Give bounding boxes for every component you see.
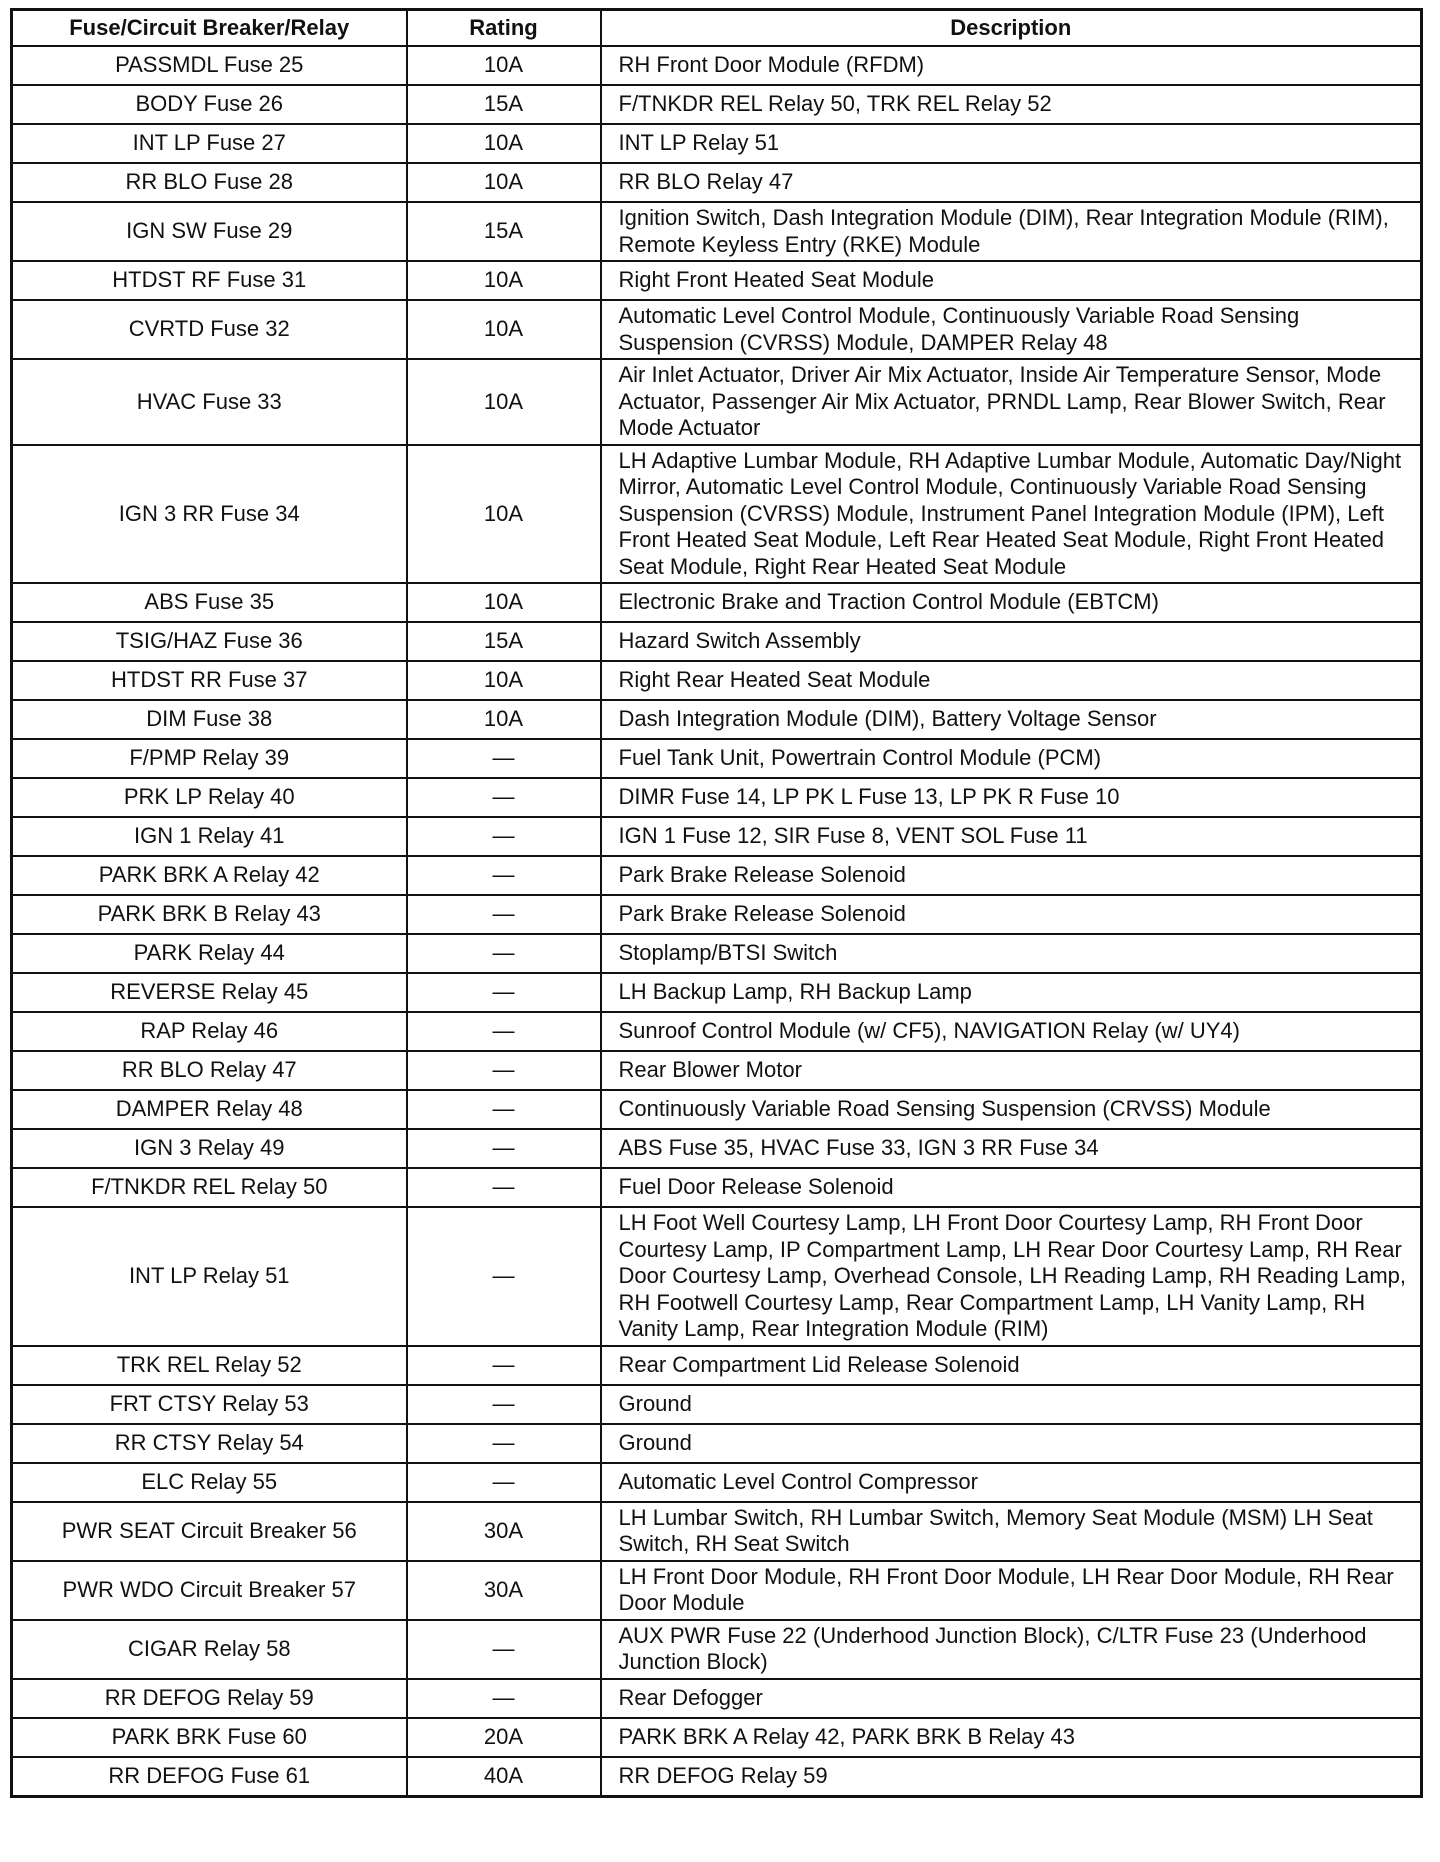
cell-description: DIMR Fuse 14, LP PK L Fuse 13, LP PK R Fuse 10 bbox=[601, 778, 1422, 817]
header-fuse-circuit-breaker-relay: Fuse/Circuit Breaker/Relay bbox=[12, 10, 407, 47]
cell-fuse-circuit-breaker-relay: RR DEFOG Fuse 61 bbox=[12, 1757, 407, 1797]
table-row bbox=[12, 934, 1422, 973]
cell-description: LH Front Door Module, RH Front Door Module, LH Rear Door Module, RH Rear Door Module bbox=[601, 1561, 1422, 1620]
cell-rating: 30A bbox=[407, 1502, 601, 1561]
cell-description: Hazard Switch Assembly bbox=[601, 622, 1422, 661]
cell-fuse-circuit-breaker-relay: IGN 3 Relay 49 bbox=[12, 1129, 407, 1168]
header-description: Description bbox=[601, 10, 1422, 47]
cell-fuse-circuit-breaker-relay: RR CTSY Relay 54 bbox=[12, 1424, 407, 1463]
cell-description: Electronic Brake and Traction Control Module (EBTCM) bbox=[601, 583, 1422, 622]
table-row bbox=[12, 1502, 1422, 1561]
cell-rating: 10A bbox=[407, 300, 601, 359]
cell-description: LH Lumbar Switch, RH Lumbar Switch, Memory Seat Module (MSM) LH Seat Switch, RH Seat Switch bbox=[601, 1502, 1422, 1561]
cell-fuse-circuit-breaker-relay: RR BLO Relay 47 bbox=[12, 1051, 407, 1090]
table-row bbox=[12, 1718, 1422, 1757]
cell-fuse-circuit-breaker-relay: DAMPER Relay 48 bbox=[12, 1090, 407, 1129]
table-body bbox=[12, 46, 1422, 1796]
cell-rating: — bbox=[407, 895, 601, 934]
table-row bbox=[12, 583, 1422, 622]
cell-fuse-circuit-breaker-relay: REVERSE Relay 45 bbox=[12, 973, 407, 1012]
cell-fuse-circuit-breaker-relay: RAP Relay 46 bbox=[12, 1012, 407, 1051]
table-header-row bbox=[12, 10, 1422, 47]
cell-description: Rear Compartment Lid Release Solenoid bbox=[601, 1346, 1422, 1385]
table-row bbox=[12, 661, 1422, 700]
table-row bbox=[12, 1463, 1422, 1502]
cell-description: Sunroof Control Module (w/ CF5), NAVIGATION Relay (w/ UY4) bbox=[601, 1012, 1422, 1051]
cell-description: Air Inlet Actuator, Driver Air Mix Actuator, Inside Air Temperature Sensor, Mode Actuator, Passenger Air Mix Actuator, PRNDL Lamp, Rear Blower Switch, Rear Mode Actuator bbox=[601, 359, 1422, 445]
cell-rating: — bbox=[407, 739, 601, 778]
cell-description: LH Backup Lamp, RH Backup Lamp bbox=[601, 973, 1422, 1012]
table-row bbox=[12, 1679, 1422, 1718]
table-row bbox=[12, 1129, 1422, 1168]
table-row bbox=[12, 1385, 1422, 1424]
table-row bbox=[12, 124, 1422, 163]
cell-description: Fuel Door Release Solenoid bbox=[601, 1168, 1422, 1207]
table-row bbox=[12, 1620, 1422, 1679]
cell-rating: — bbox=[407, 1346, 601, 1385]
table-row bbox=[12, 895, 1422, 934]
table-row bbox=[12, 1346, 1422, 1385]
cell-fuse-circuit-breaker-relay: RR DEFOG Relay 59 bbox=[12, 1679, 407, 1718]
cell-description: Dash Integration Module (DIM), Battery Voltage Sensor bbox=[601, 700, 1422, 739]
cell-description: RH Front Door Module (RFDM) bbox=[601, 46, 1422, 85]
table-row bbox=[12, 46, 1422, 85]
table-row bbox=[12, 739, 1422, 778]
table-row bbox=[12, 202, 1422, 261]
cell-fuse-circuit-breaker-relay: PRK LP Relay 40 bbox=[12, 778, 407, 817]
cell-rating: — bbox=[407, 1679, 601, 1718]
cell-rating: 30A bbox=[407, 1561, 601, 1620]
cell-rating: 15A bbox=[407, 202, 601, 261]
cell-rating: — bbox=[407, 973, 601, 1012]
cell-rating: 10A bbox=[407, 583, 601, 622]
cell-description: Continuously Variable Road Sensing Suspension (CRVSS) Module bbox=[601, 1090, 1422, 1129]
cell-rating: — bbox=[407, 1012, 601, 1051]
cell-rating: — bbox=[407, 1129, 601, 1168]
cell-description: F/TNKDR REL Relay 50, TRK REL Relay 52 bbox=[601, 85, 1422, 124]
cell-fuse-circuit-breaker-relay: HVAC Fuse 33 bbox=[12, 359, 407, 445]
cell-fuse-circuit-breaker-relay: CVRTD Fuse 32 bbox=[12, 300, 407, 359]
table-row bbox=[12, 1561, 1422, 1620]
table-row bbox=[12, 778, 1422, 817]
cell-fuse-circuit-breaker-relay: IGN SW Fuse 29 bbox=[12, 202, 407, 261]
cell-description: PARK BRK A Relay 42, PARK BRK B Relay 43 bbox=[601, 1718, 1422, 1757]
cell-description: Ground bbox=[601, 1385, 1422, 1424]
cell-rating: — bbox=[407, 1168, 601, 1207]
cell-fuse-circuit-breaker-relay: IGN 3 RR Fuse 34 bbox=[12, 445, 407, 584]
table-row bbox=[12, 85, 1422, 124]
cell-rating: 40A bbox=[407, 1757, 601, 1797]
cell-description: Automatic Level Control Compressor bbox=[601, 1463, 1422, 1502]
cell-description: INT LP Relay 51 bbox=[601, 124, 1422, 163]
table-row bbox=[12, 300, 1422, 359]
cell-description: Right Rear Heated Seat Module bbox=[601, 661, 1422, 700]
cell-fuse-circuit-breaker-relay: PASSMDL Fuse 25 bbox=[12, 46, 407, 85]
cell-rating: — bbox=[407, 778, 601, 817]
cell-description: Fuel Tank Unit, Powertrain Control Module (PCM) bbox=[601, 739, 1422, 778]
cell-fuse-circuit-breaker-relay: HTDST RF Fuse 31 bbox=[12, 261, 407, 300]
cell-fuse-circuit-breaker-relay: RR BLO Fuse 28 bbox=[12, 163, 407, 202]
cell-rating: 10A bbox=[407, 46, 601, 85]
table-row bbox=[12, 700, 1422, 739]
cell-description: Ground bbox=[601, 1424, 1422, 1463]
cell-rating: 15A bbox=[407, 85, 601, 124]
cell-fuse-circuit-breaker-relay: HTDST RR Fuse 37 bbox=[12, 661, 407, 700]
fuse-relay-table bbox=[10, 8, 1423, 1798]
cell-fuse-circuit-breaker-relay: CIGAR Relay 58 bbox=[12, 1620, 407, 1679]
cell-rating: — bbox=[407, 1051, 601, 1090]
cell-fuse-circuit-breaker-relay: FRT CTSY Relay 53 bbox=[12, 1385, 407, 1424]
table-row bbox=[12, 1168, 1422, 1207]
cell-rating: — bbox=[407, 856, 601, 895]
cell-fuse-circuit-breaker-relay: INT LP Fuse 27 bbox=[12, 124, 407, 163]
cell-fuse-circuit-breaker-relay: ELC Relay 55 bbox=[12, 1463, 407, 1502]
cell-description: Right Front Heated Seat Module bbox=[601, 261, 1422, 300]
cell-description: LH Adaptive Lumbar Module, RH Adaptive Lumbar Module, Automatic Day/Night Mirror, Automatic Level Control Module, Continuously Variable Road Sensing Suspension (CVRSS) Module, Instrument Panel Integration Module (IPM), Left Front Heated Seat Module, Left Rear Heated Seat Module, Right Front Heated Seat Module, Right Rear Heated Seat Module bbox=[601, 445, 1422, 584]
cell-fuse-circuit-breaker-relay: PARK BRK B Relay 43 bbox=[12, 895, 407, 934]
cell-rating: 20A bbox=[407, 1718, 601, 1757]
cell-description: LH Foot Well Courtesy Lamp, LH Front Door Courtesy Lamp, RH Front Door Courtesy Lamp, IP Compartment Lamp, LH Rear Door Courtesy Lamp, RH Rear Door Courtesy Lamp, Overhead Console, LH Reading Lamp, RH Reading Lamp, RH Footwell Courtesy Lamp, Rear Compartment Lamp, LH Vanity Lamp, RH Vanity Lamp, Rear Integration Module (RIM) bbox=[601, 1207, 1422, 1346]
table-row bbox=[12, 359, 1422, 445]
cell-rating: 10A bbox=[407, 261, 601, 300]
cell-rating: — bbox=[407, 1090, 601, 1129]
cell-rating: 10A bbox=[407, 661, 601, 700]
cell-description: ABS Fuse 35, HVAC Fuse 33, IGN 3 RR Fuse 34 bbox=[601, 1129, 1422, 1168]
cell-fuse-circuit-breaker-relay: TRK REL Relay 52 bbox=[12, 1346, 407, 1385]
cell-rating: 10A bbox=[407, 445, 601, 584]
cell-rating: — bbox=[407, 817, 601, 856]
table-row bbox=[12, 856, 1422, 895]
cell-rating: — bbox=[407, 1385, 601, 1424]
cell-fuse-circuit-breaker-relay: IGN 1 Relay 41 bbox=[12, 817, 407, 856]
cell-fuse-circuit-breaker-relay: PWR SEAT Circuit Breaker 56 bbox=[12, 1502, 407, 1561]
table-row bbox=[12, 1012, 1422, 1051]
cell-description: Stoplamp/BTSI Switch bbox=[601, 934, 1422, 973]
cell-description: RR DEFOG Relay 59 bbox=[601, 1757, 1422, 1797]
table-row bbox=[12, 1207, 1422, 1346]
cell-fuse-circuit-breaker-relay: PARK Relay 44 bbox=[12, 934, 407, 973]
table-row bbox=[12, 163, 1422, 202]
cell-description: Rear Defogger bbox=[601, 1679, 1422, 1718]
cell-description: RR BLO Relay 47 bbox=[601, 163, 1422, 202]
cell-description: Park Brake Release Solenoid bbox=[601, 895, 1422, 934]
cell-description: Automatic Level Control Module, Continuously Variable Road Sensing Suspension (CVRSS) Module, DAMPER Relay 48 bbox=[601, 300, 1422, 359]
cell-description: IGN 1 Fuse 12, SIR Fuse 8, VENT SOL Fuse 11 bbox=[601, 817, 1422, 856]
table-row bbox=[12, 1757, 1422, 1797]
cell-rating: — bbox=[407, 1620, 601, 1679]
cell-rating: 10A bbox=[407, 700, 601, 739]
cell-description: Park Brake Release Solenoid bbox=[601, 856, 1422, 895]
cell-fuse-circuit-breaker-relay: TSIG/HAZ Fuse 36 bbox=[12, 622, 407, 661]
cell-fuse-circuit-breaker-relay: F/PMP Relay 39 bbox=[12, 739, 407, 778]
cell-description: AUX PWR Fuse 22 (Underhood Junction Block), C/LTR Fuse 23 (Underhood Junction Block) bbox=[601, 1620, 1422, 1679]
cell-rating: — bbox=[407, 1463, 601, 1502]
cell-rating: — bbox=[407, 1424, 601, 1463]
table-row bbox=[12, 445, 1422, 584]
table-row bbox=[12, 622, 1422, 661]
table-row bbox=[12, 1424, 1422, 1463]
cell-rating: — bbox=[407, 1207, 601, 1346]
cell-description: Ignition Switch, Dash Integration Module (DIM), Rear Integration Module (RIM), Remote Keyless Entry (RKE) Module bbox=[601, 202, 1422, 261]
cell-rating: 15A bbox=[407, 622, 601, 661]
table-row bbox=[12, 817, 1422, 856]
cell-rating: — bbox=[407, 934, 601, 973]
cell-fuse-circuit-breaker-relay: PARK BRK Fuse 60 bbox=[12, 1718, 407, 1757]
cell-fuse-circuit-breaker-relay: INT LP Relay 51 bbox=[12, 1207, 407, 1346]
table-row bbox=[12, 973, 1422, 1012]
cell-rating: 10A bbox=[407, 163, 601, 202]
cell-rating: 10A bbox=[407, 359, 601, 445]
cell-fuse-circuit-breaker-relay: DIM Fuse 38 bbox=[12, 700, 407, 739]
cell-fuse-circuit-breaker-relay: BODY Fuse 26 bbox=[12, 85, 407, 124]
table-row bbox=[12, 261, 1422, 300]
cell-rating: 10A bbox=[407, 124, 601, 163]
cell-fuse-circuit-breaker-relay: ABS Fuse 35 bbox=[12, 583, 407, 622]
header-rating: Rating bbox=[407, 10, 601, 47]
table-row bbox=[12, 1051, 1422, 1090]
cell-fuse-circuit-breaker-relay: PARK BRK A Relay 42 bbox=[12, 856, 407, 895]
cell-fuse-circuit-breaker-relay: PWR WDO Circuit Breaker 57 bbox=[12, 1561, 407, 1620]
table-row bbox=[12, 1090, 1422, 1129]
cell-description: Rear Blower Motor bbox=[601, 1051, 1422, 1090]
cell-fuse-circuit-breaker-relay: F/TNKDR REL Relay 50 bbox=[12, 1168, 407, 1207]
